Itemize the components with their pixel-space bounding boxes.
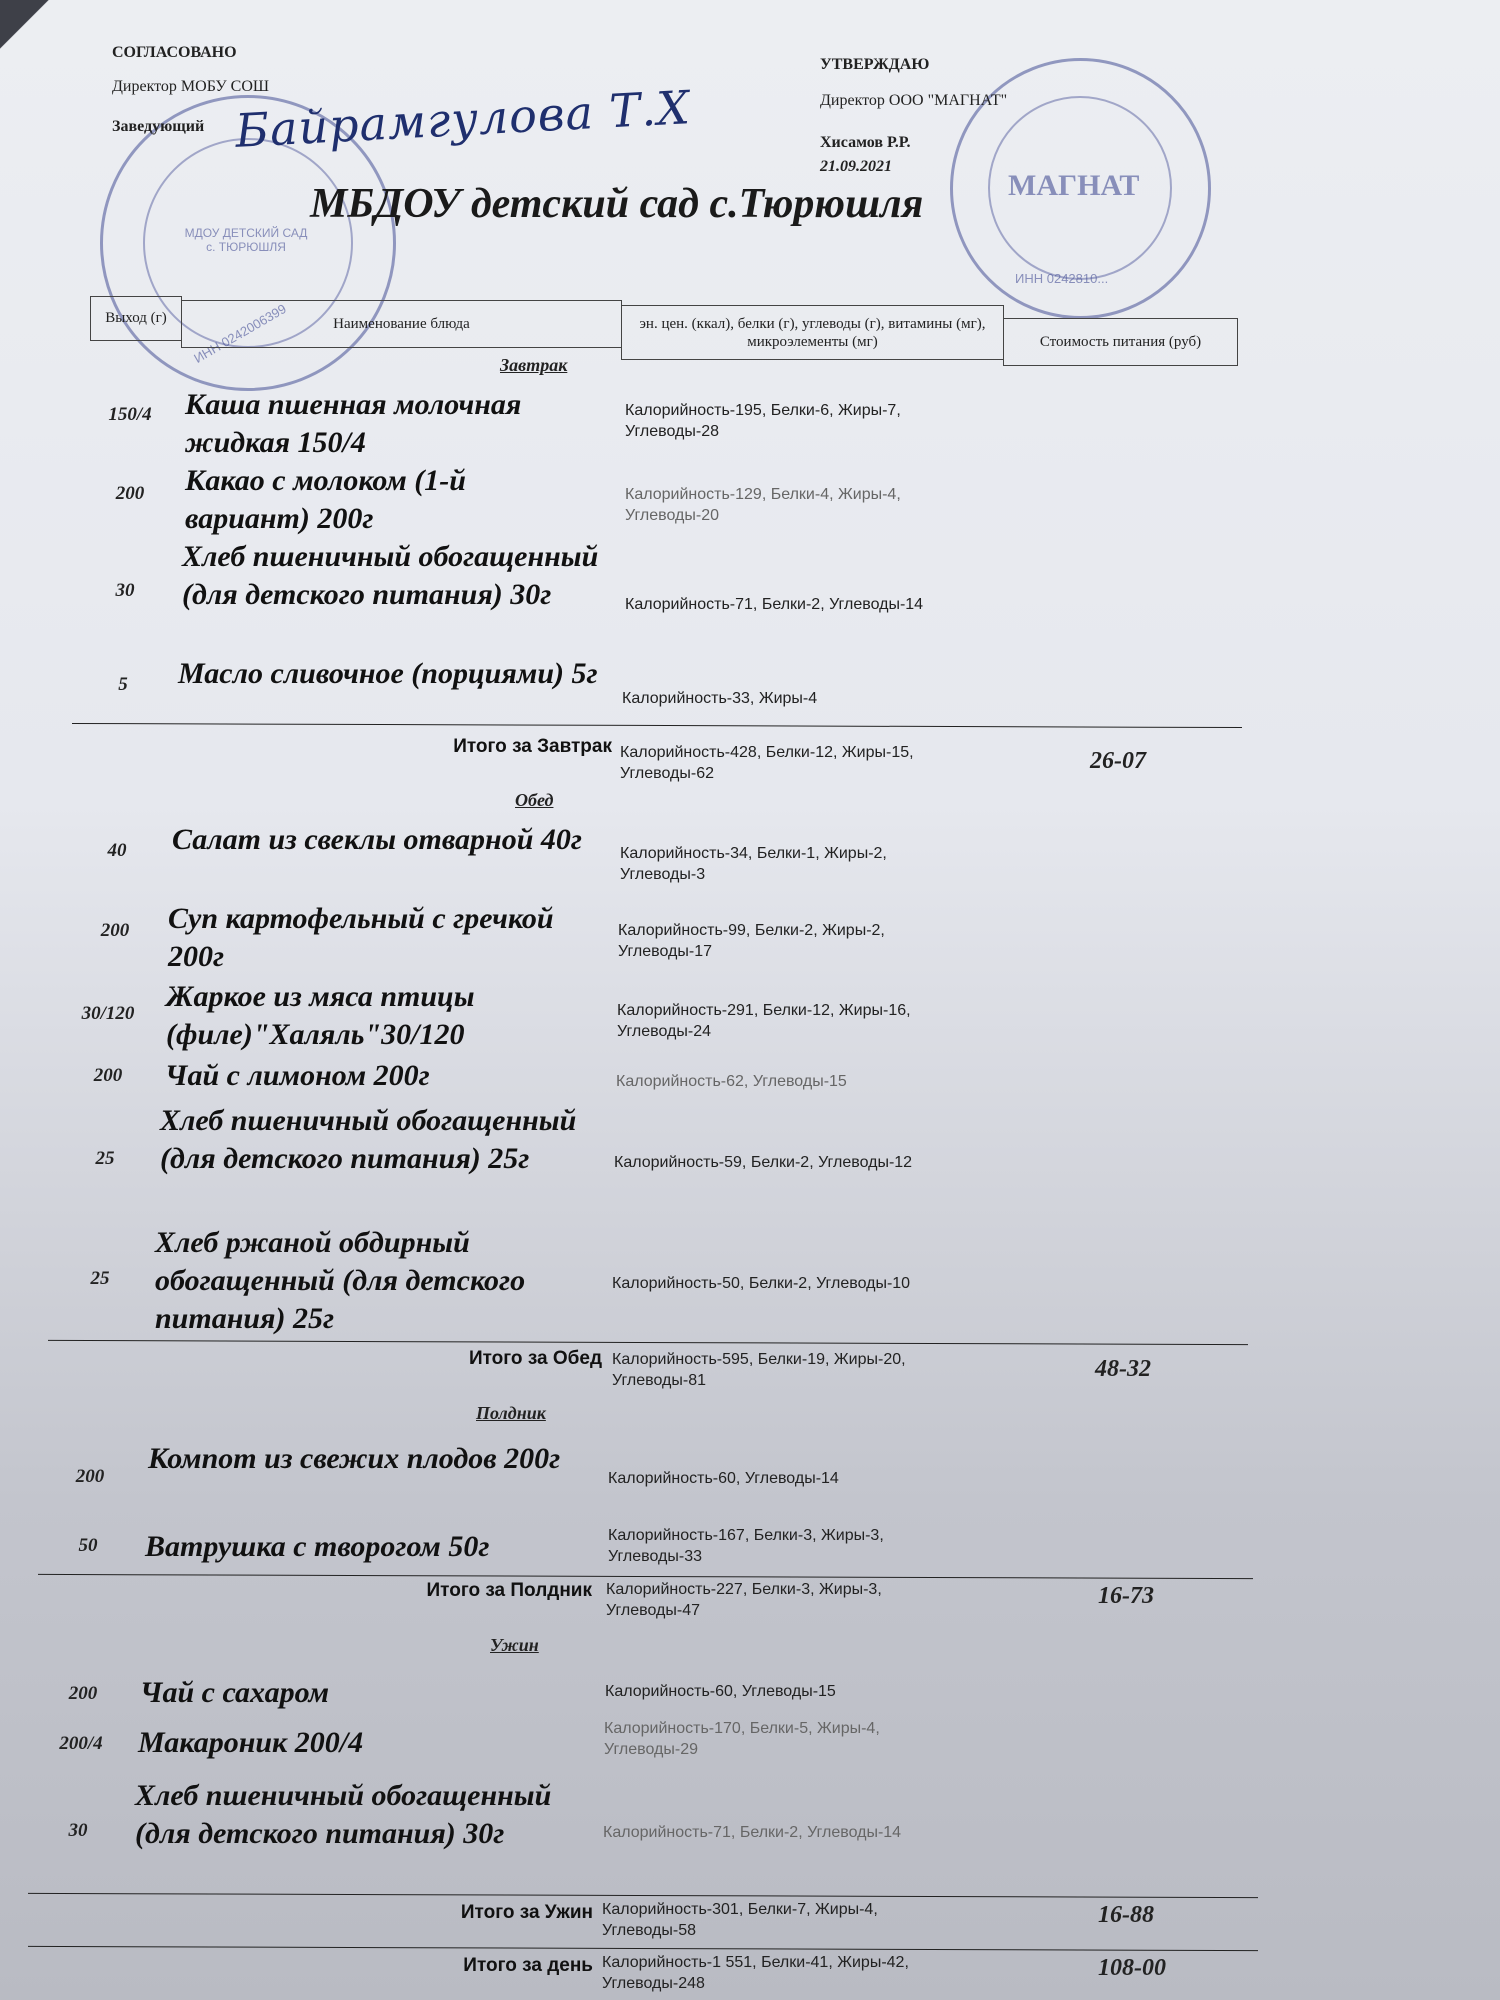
item-out: 40 xyxy=(107,840,127,861)
item-out: 5 xyxy=(118,674,128,695)
col-header-out: Выход (г) xyxy=(90,296,182,341)
col-header-cost: Стоимость питания (руб) xyxy=(1003,318,1238,366)
col-header-nutr: эн. цен. (ккал), белки (г), углеводы (г), витамины (мг), микроэлементы (мг) xyxy=(621,305,1004,360)
total-lunch-label: Итого за Обед xyxy=(468,1348,602,1369)
item-out: 200 xyxy=(75,1466,105,1487)
item-dish: Масло сливочное (порциями) 5г xyxy=(178,657,598,690)
approve-label: УТВЕРЖДАЮ xyxy=(820,56,930,73)
item-out: 30/120 xyxy=(81,1003,135,1024)
item-nutr: Калорийность-62, Углеводы-15 xyxy=(616,1073,847,1090)
item-out: 25 xyxy=(95,1148,115,1169)
right-stamp-name: МАГНАТ xyxy=(1008,169,1140,202)
total-dinner-nutr: Калорийность-301, Белки-7, Жиры-4, Углеводы-58 xyxy=(602,1901,878,1939)
total-lunch-nutr: Калорийность-595, Белки-19, Жиры-20, Углеводы-81 xyxy=(612,1351,906,1389)
item-dish: Какао с молоком (1-й вариант) 200г xyxy=(185,464,466,535)
item-nutr: Калорийность-50, Белки-2, Углеводы-10 xyxy=(612,1275,911,1292)
item-nutr: Калорийность-34, Белки-1, Жиры-2, Углеводы-3 xyxy=(620,845,887,883)
item-nutr: Калорийность-167, Белки-3, Жиры-3, Углеводы-33 xyxy=(608,1527,884,1565)
agreed-label: СОГЛАСОВАНО xyxy=(112,44,237,61)
item-nutr: Калорийность-129, Белки-4, Жиры-4, Углеводы-20 xyxy=(625,486,901,524)
item-out: 200/4 xyxy=(59,1733,103,1754)
item-dish: Салат из свеклы отварной 40г xyxy=(172,823,582,856)
item-dish: Хлеб пшеничный обогащенный (для детского питания) 30г xyxy=(135,1779,552,1850)
separator-line xyxy=(28,1946,1258,1951)
item-out: 150/4 xyxy=(108,404,152,425)
item-out: 30 xyxy=(68,1820,88,1841)
director-mobu: Директор МОБУ СОШ xyxy=(112,78,270,95)
item-nutr: Калорийность-170, Белки-5, Жиры-4, Углеводы-29 xyxy=(604,1720,880,1758)
col-header-name: Наименование блюда xyxy=(181,300,622,348)
page-title: МБДОУ детский сад с.Тюрюшля xyxy=(310,181,924,227)
total-breakfast-label: Итого за Завтрак xyxy=(453,736,612,757)
total-lunch-price: 48-32 xyxy=(1095,1356,1151,1382)
item-nutr: Калорийность-291, Белки-12, Жиры-16, Углеводы-24 xyxy=(617,1002,911,1040)
total-dinner-price: 16-88 xyxy=(1098,1902,1154,1928)
item-out: 30 xyxy=(115,580,135,601)
right-stamp-inn: ИНН 0242810... xyxy=(1015,271,1109,286)
item-dish: Хлеб пшеничный обогащенный (для детского питания) 30г xyxy=(182,540,599,611)
item-dish: Макароник 200/4 xyxy=(138,1726,364,1759)
handwritten-signature: Байрамгулова Т.Х xyxy=(233,80,692,158)
item-dish: Компот из свежих плодов 200г xyxy=(148,1442,561,1475)
day-total-nutr: Калорийность-1 551, Белки-41, Жиры-42, Углеводы-248 xyxy=(602,1954,909,1992)
section-breakfast: Завтрак xyxy=(500,355,568,375)
total-breakfast-nutr: Калорийность-428, Белки-12, Жиры-15, Углеводы-62 xyxy=(620,744,914,782)
total-dinner-label: Итого за Ужин xyxy=(460,1902,593,1923)
section-dinner: Ужин xyxy=(490,1635,539,1655)
section-snack: Полдник xyxy=(476,1403,546,1423)
total-snack-price: 16-73 xyxy=(1098,1583,1154,1609)
separator-line xyxy=(48,1340,1248,1345)
item-out: 200 xyxy=(100,920,130,941)
head-label: Заведующий xyxy=(112,118,205,135)
director-ooo: Директор ООО "МАГНАТ" xyxy=(820,92,1008,109)
left-stamp-inn: ИНН 0242006399 xyxy=(191,300,289,367)
item-dish: Ватрушка с творогом 50г xyxy=(145,1530,490,1563)
left-stamp-name: МДОУ ДЕТСКИЙ САД с. ТЮРЮШЛЯ xyxy=(184,226,308,254)
item-nutr: Калорийность-195, Белки-6, Жиры-7, Углеводы-28 xyxy=(625,402,901,440)
item-nutr: Калорийность-71, Белки-2, Углеводы-14 xyxy=(603,1824,902,1841)
item-nutr: Калорийность-71, Белки-2, Углеводы-14 xyxy=(625,596,924,613)
item-dish: Хлеб ржаной обдирный обогащенный (для детского питания) 25г xyxy=(155,1226,526,1335)
total-snack-label: Итого за Полдник xyxy=(426,1580,592,1601)
section-lunch: Обед xyxy=(515,790,554,810)
separator-line xyxy=(28,1893,1258,1898)
item-dish: Чай с лимоном 200г xyxy=(165,1059,430,1092)
day-total-label: Итого за день xyxy=(463,1955,593,1976)
total-breakfast-price: 26-07 xyxy=(1090,748,1146,774)
item-dish: Каша пшенная молочная жидкая 150/4 xyxy=(185,388,522,459)
item-dish: Чай с сахаром xyxy=(140,1676,329,1709)
item-out: 200 xyxy=(115,483,145,504)
day-total-price: 108-00 xyxy=(1098,1955,1166,1981)
approver-name: Хисамов Р.Р. xyxy=(820,134,911,151)
item-out: 200 xyxy=(68,1683,98,1704)
item-dish: Жаркое из мяса птицы (филе)"Халяль"30/120 xyxy=(166,980,475,1051)
item-out: 50 xyxy=(78,1535,98,1556)
item-nutr: Калорийность-60, Углеводы-15 xyxy=(605,1683,836,1700)
total-snack-nutr: Калорийность-227, Белки-3, Жиры-3, Углеводы-47 xyxy=(606,1581,882,1619)
item-dish: Суп картофельный с гречкой 200г xyxy=(168,902,554,973)
item-nutr: Калорийность-99, Белки-2, Жиры-2, Углеводы-17 xyxy=(618,922,885,960)
item-nutr: Калорийность-60, Углеводы-14 xyxy=(608,1470,839,1487)
item-nutr: Калорийность-33, Жиры-4 xyxy=(622,690,818,707)
separator-line xyxy=(72,723,1242,728)
item-nutr: Калорийность-59, Белки-2, Углеводы-12 xyxy=(614,1154,913,1171)
paper-edge xyxy=(0,0,60,60)
item-out: 25 xyxy=(90,1268,110,1289)
item-out: 200 xyxy=(93,1065,123,1086)
approve-date: 21.09.2021 xyxy=(820,158,892,175)
item-dish: Хлеб пшеничный обогащенный (для детского питания) 25г xyxy=(160,1104,577,1175)
